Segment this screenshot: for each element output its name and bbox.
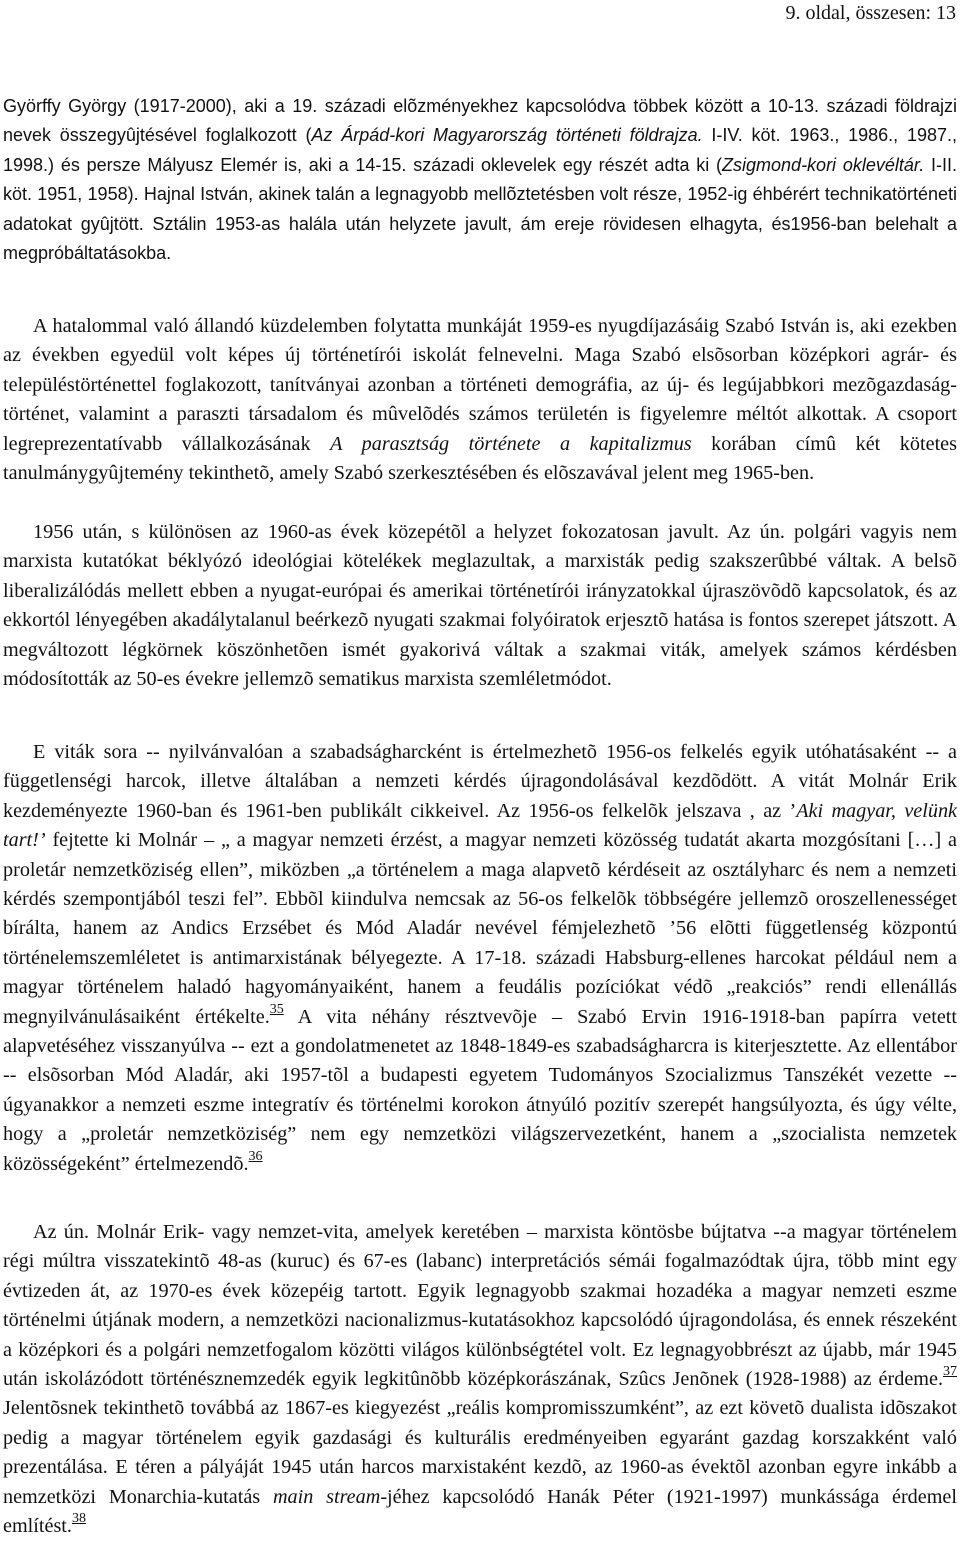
- footnote-ref-35[interactable]: 35: [269, 1001, 284, 1017]
- paragraph-5: [3, 1218, 957, 1541]
- p4-text-2: fejtette ki Molnár – „ a magyar nemzeti érzést, a magyar nemzeti közösség tudatát akarta mozgósítani […] a proletár nemzetköziség ellen”, miközben „a történelem a maga alapvetõ kérdéseit az osztályharc és nem a nemzeti kérdés szempontjából teszi fel”. Ebbõl kiindulva nemcsak az 56-os felkelõk többségére jellemzõ oroszellenességet bírálta, hanem az Andics Erzsébet és Mód Aladár nevével fémjelezhetõ ’56 elõtti függetlenség központú történelemszemléletet is antimarxistának bélyegezte. A 17-18. századi Habsburg-ellenes harcokat például nem a magyar történelem haladó hagyományaiként, hanem a feudális pozíciókat védõ „reakciós” rendi ellenállás megnyilvánulásaiként értékelte.: [3, 829, 957, 1028]
- p5-text-2: Jelentõsnek tekinthetõ továbbá az 1867-es kiegyezést „reális kompromisszumként”, az ezt követõ dualista idõszakot pedig a magyar történelem egyik gazdasági és kulturális eredményeiben egyaránt gazdag korszakként való prezentálása. E téren a pályáját 1945 után harcos marxistaként kezdõ, az 1960-as évektõl azonban egyre inkább a nemzetközi Monarchia-kutatás: [3, 1397, 957, 1508]
- paragraph-3: [3, 518, 957, 694]
- p2-text-2: korában címû két kötetes tanulmánygyûjtemény tekinthetõ, amely Szabó szerkesztésében és elõszavával jelent meg 1965-ben.: [3, 432, 957, 485]
- paragraph-1: [3, 92, 957, 268]
- p1-italic-title-2: Zsigmond-kori oklevéltár.: [722, 154, 925, 175]
- p1-text-3: I-II. köt. 1951, 1958). Hajnal István, akinek talán a legnagyobb mellõztetésben volt része, 1952-ig éhbérért technikatörténeti adatokat gyûjtött. Sztálin 1953-as halála után helyzete javult, ám ereje rövidesen elhagyta, és1956-ban belehalt a megpróbáltatásokba.: [3, 154, 957, 264]
- p5-text-1: Az ún. Molnár Erik- vagy nemzet-vita, amelyek keretében – marxista köntösbe bújtatva --a magyar történelem régi múltra visszatekintõ 48-as (kuruc) és 67-es (labanc) interpretációs sémái fogalmazódtak újra, több mint egy évtizeden át, az 1970-es évek közepéig tartott. Egyik legnagyobb szakmai hozadéka a magyar nemzeti eszme történelmi útjának modern, a nemzetközi nacionalizmus-kutatásokhoz kapcsolódó újragondolása, és ennek részeként a középkori és a polgári nemzetfogalom közötti világos különbségtétel volt. Ez legnagyobbrészt az újabb, már 1945 után iskolázódott történésznemzedék egyik legkitûnõbb középkorászának, Szûcs Jenõnek (1928-1988) az érdeme.: [3, 1221, 957, 1391]
- footnote-ref-36[interactable]: 36: [248, 1148, 263, 1164]
- p3-text-1: 1956 után, s különösen az 1960-as évek közepétõl a helyzet fokozatosan javult. Az ún. polgári vagyis nem marxista kutatókat béklyózó ideológiai kötelékek meglazultak, a marxisták pedig szakszerûbbé váltak. A belsõ liberalizálódás mellett ebben a nyugat-európai és amerikai történetírói irányzatokkal újraszövõdõ kapcsolatok, és az ekkortól lényegében akadálytalanul beérkezõ nyugati szakmai folyóiratok erjesztõ hatása is fontos szerepet játszott. A megváltozott légkörnek köszönhetõen ismét gyakorivá váltak a szakmai viták, amelyek számos kérdésben módosították az 50-es évekre jellemzõ sematikus marxista szemléletmódot.: [3, 521, 957, 691]
- p1-text-2: I-IV. köt. 1963., 1986., 1987., 1998.) és persze Mályusz Elemér is, aki a 14-15. századi oklevelek egy részét adta ki (: [3, 125, 957, 175]
- p2-text-1: A hatalommal való állandó küzdelemben folytatta munkáját 1959-es nyugdíjazásáig Szabó István is, aki ezekben az években egyedül volt képes új történetírói iskolát felnevelni. Maga Szabó elsõsorban középkori agrár- és településtörténettel foglakozott, tanítványai azonban a történeti demográfia, az új- és legújabbkori mezõgazdaság-történet, valamint a paraszti társadalom és mûvelõdés számos területén is figyelemre méltót alkottak. A csoport legreprezentatívabb vállalkozásának: [3, 315, 957, 455]
- footnote-ref-38[interactable]: 38: [71, 1511, 86, 1527]
- page-number-header: 9. oldal, összesen: 13: [785, 2, 956, 24]
- p5-italic-term: main stream: [272, 1485, 381, 1508]
- p4-italic-slogan: Aki magyar, velünk tart!’: [3, 799, 957, 852]
- p5-text-3: -jéhez kapcsolódó Hanák Péter (1921-1997) munkássága érdemel említést.: [3, 1485, 957, 1538]
- p1-text-1: Györffy György (1917-2000), aki a 19. századi elõzményekhez kapcsolódva többek között a 10-13. századi földrajzi nevek összegyûjtésével foglalkozott (: [3, 96, 957, 146]
- p2-italic-title: A parasztság története a kapitalizmus: [330, 432, 692, 455]
- p4-text-1: E viták sora -- nyilvánvalóan a szabadságharcként is értelmezhetõ 1956-os felkelés egyik utóhatásaként -- a függetlenségi harcok, illetve általában a nemzeti kérdés újragondolásával kezdõdött. A vitát Molnár Erik kezdeményezte 1960-ban és 1961-ben publikált cikkeivel. Az 1956-os felkelõk jelszava , az ’: [3, 741, 957, 822]
- p4-text-3: A vita néhány résztvevõje – Szabó Ervin 1916-1918-ban papírra vetett alapvetéséhez visszanyúlva -- ezt a gondolatmenetet az 1848-1849-es szabadságharcra is kiterjesztette. Az ellentábor -- elsõsorban Mód Aladár, aki 1957-tõl a budapesti egyetem Tudományos Szocializmus Tanszékét vezette -- úgyanakkor a nemzeti eszme integratív és történelmi korokon átnyúló pozitív szerepét hangsúlyozta, és úgy vélte, hogy a „proletár nemzetköziség” nem egy nemzetközi világszervezetként, hanem a „szocialista nemzetek közösségeként” értelmezendõ.: [3, 1005, 957, 1175]
- footnote-ref-37[interactable]: 37: [943, 1364, 957, 1380]
- paragraph-4: [3, 738, 957, 1179]
- p1-italic-title-1: Az Árpád-kori Magyarország történeti földrajza.: [311, 125, 703, 146]
- paragraph-2: [3, 312, 957, 488]
